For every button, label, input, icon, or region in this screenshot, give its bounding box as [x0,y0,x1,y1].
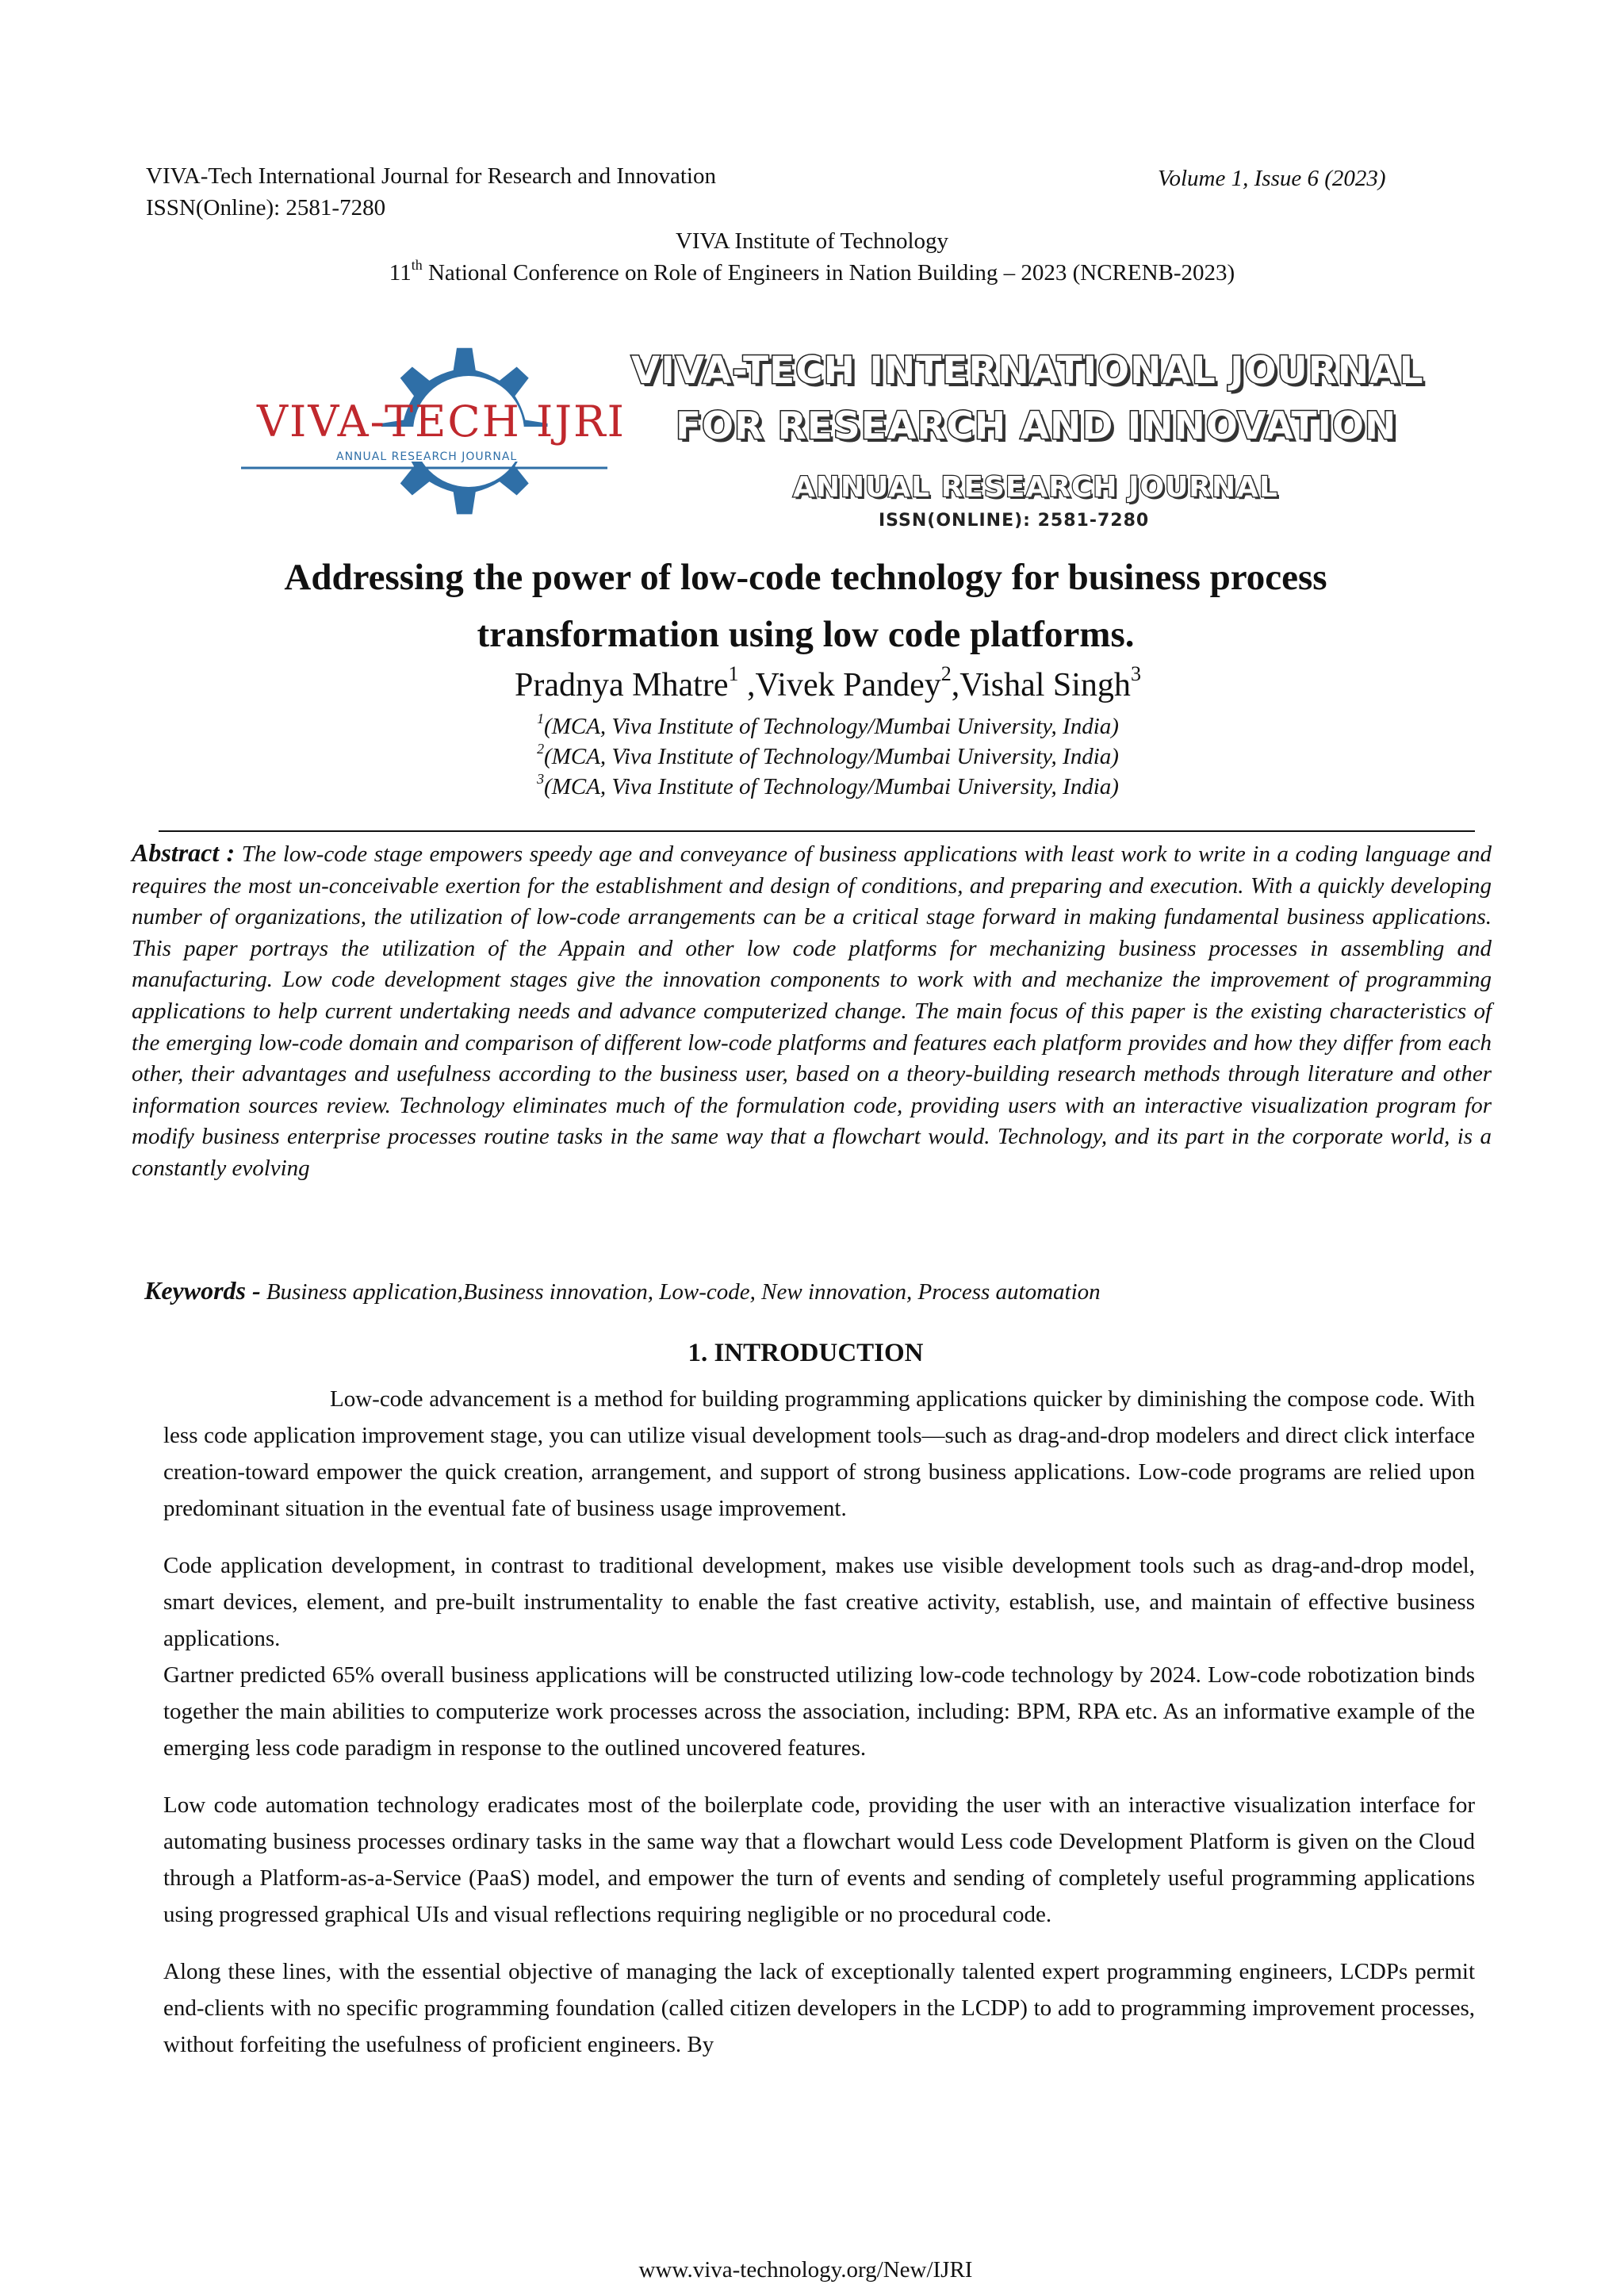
author-name: Vivek Pandey [755,667,941,703]
logo-tagline: ANNUAL RESEARCH JOURNAL [793,471,1278,504]
author-affil-mark: 3 [1130,662,1141,686]
logo-title-line1: VIVA-TECH INTERNATIONAL JOURNAL [631,349,1424,393]
paper-title-line1: Addressing the power of low-code technology for business process [284,557,1327,598]
affiliation-mark: 3 [537,770,545,787]
paper-title-line2: transformation using low code platforms. [477,614,1135,655]
abstract-text: The low-code stage empowers speedy age and conveyance of business applications with least work to write in a coding language and requires the most un-conceivable exertion for the establishment and design of conditions, and preparing and execution. With a quickly developing number of organizations, the utilization of low-code arrangements can be a critical stage forward in making fundamental business applications. This paper portrays the utilization of the Appain and other low code platforms for mechanizing business processes in assembling and manufacturing. Low code development stages give the innovation components to work with and mechanize the improvement of programming applications to help current undertaking needs and advance computerized change. The main focus of this paper is the existing characteristics of the emerging low-code domain and comparison of different low-code platforms and features each platform provides and how they differ from each other, their advantages and usefulness according to the business user, based on a theory-building research methods through literature and other information sources review. Technology eliminates much of the formulation code, providing users with an interactive visualization program for modify business enterprise processes routine tasks in the same way that a flowchart would. Technology, and its part in the corporate world, is a constantly evolving [132,841,1492,1181]
paragraph: Along these lines, with the essential objective of managing the lack of exceptionally talented expert programming engineers, LCDPs permit end-clients with no specific programming foundation (called citizen developers in the LCDP) to add to programming improvement processes, without forfeiting the usefulness of proficient engineers. By [163,1959,1475,2057]
conference-title: National Conference on Role of Engineers in Nation Building – 2023 (NCRENB-2023) [422,260,1235,286]
institute-name: VIVA Institute of Technology [675,228,949,254]
conference-ordinal: th [411,256,423,273]
footer-url: www.viva-technology.org/New/IJRI [638,2257,973,2283]
paragraph: Low-code advancement is a method for building programming applications quicker by diminishing the compose code. With less code application improvement stage, you can utilize visual development tools—such as drag-and-drop modelers and direct click interface creation-toward empower the quick creation, arrangement, and support of strong business applications. Low-code programs are relied upon predominant situation in the eventual fate of business usage improvement. [163,1386,1475,1521]
paragraph: Gartner predicted 65% overall business applications will be constructed utilizing low-code technology by 2024. Low-code robotization binds together the main abilities to computerize work processes across the association, including: BPM, RPA etc. As an informative example of the emerging less code paradigm in response to the outlined uncovered features. [163,1662,1475,1761]
author-separator: , [738,667,756,703]
keywords-text: Business application,Business innovation, Low-code, New innovation, Process automation [266,1279,1101,1305]
intro-body [163,1381,1475,2063]
author-name: Pradnya Mhatre [515,667,729,703]
logo-title-line2: FOR RESEARCH AND INNOVATION [676,404,1397,448]
section-heading: 1. INTRODUCTION [688,1339,924,1367]
keywords-label: Keywords - [144,1276,261,1305]
conference-number: 11 [389,260,412,286]
affiliation-text: (MCA, Viva Institute of Technology/Mumbai University, India) [544,744,1119,769]
affiliation [16,742,1624,772]
journal-issn: ISSN(Online): 2581-7280 [146,195,386,220]
affiliation-text: (MCA, Viva Institute of Technology/Mumbai University, India) [544,774,1119,799]
logo-issn: ISSN(ONLINE): 2581-7280 [879,511,1150,531]
paragraph: Low code automation technology eradicates most of the boilerplate code, providing the user with an interactive visualization interface for automating business processes ordinary tasks in the same way that a flowchart would Less code Development Platform is given on the Cloud through a Platform-as-a-Service (PaaS) model, and empower the turn of events and sending of completely useful programming applications using progressed graphical UIs and visual reflections requiring negligible or no procedural code. [163,1792,1475,1927]
affiliation-mark: 2 [537,740,545,757]
conference-name [0,256,1624,287]
affiliation-text: (MCA, Viva Institute of Technology/Mumbai University, India) [544,714,1119,739]
section-divider [159,830,1475,832]
logo-brand: VIVA-TECH IJRI [257,397,626,447]
journal-name: VIVA-Tech International Journal for Research and Innovation [146,163,716,189]
abstract-label: Abstract : [132,838,236,867]
keywords [144,1275,1492,1309]
affiliation [16,711,1624,742]
affiliation [16,772,1624,802]
author-affil-mark: 2 [940,662,952,686]
volume-issue: Volume 1, Issue 6 (2023) [1158,166,1386,191]
author-name: Vishal Singh [959,667,1131,703]
logo-brand-sub: ANNUAL RESEARCH JOURNAL [336,450,518,463]
paragraph: Code application development, in contrast to traditional development, makes use visible development tools such as drag-and-drop model, smart devices, element, and pre-built instrumentality to enable the fast creative activity, establish, use, and maintain of effective business applications. [163,1553,1475,1651]
author-list [16,662,1624,704]
abstract [132,838,1492,1185]
author-affil-mark: 1 [728,662,739,686]
affiliation-mark: 1 [537,710,545,726]
journal-logo [235,333,631,531]
author-separator: , [951,667,960,703]
